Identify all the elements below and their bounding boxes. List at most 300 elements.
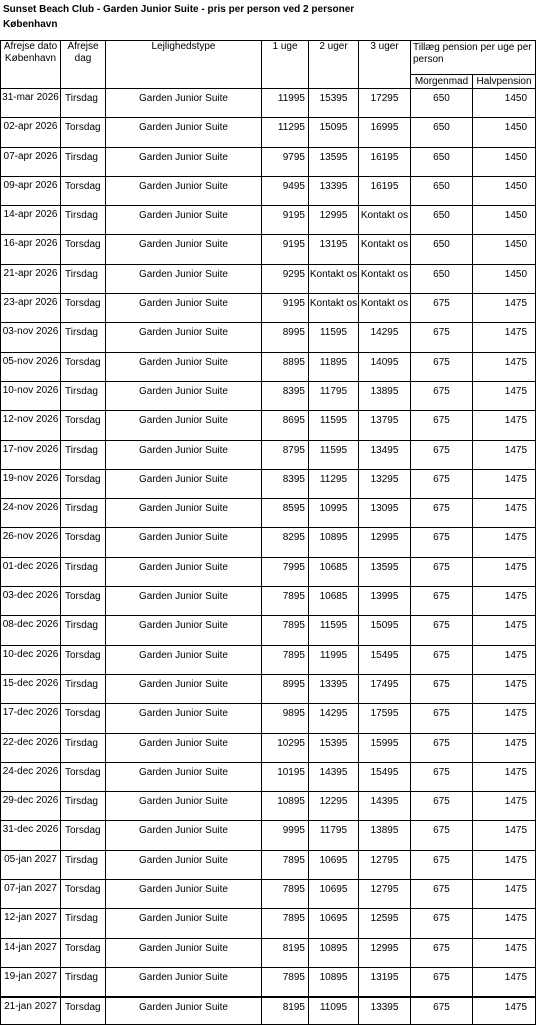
- cell-2-weeks: 11095: [309, 997, 359, 1025]
- cell-type: Garden Junior Suite: [106, 997, 262, 1025]
- table-row: [1, 89, 536, 118]
- cell-day: Tirsdag: [61, 850, 106, 879]
- cell-date: 29-dec 2026: [1, 792, 61, 821]
- cell-date: 05-nov 2026: [1, 352, 61, 381]
- cell-halfboard: 1475: [473, 674, 536, 703]
- cell-day: Tirsdag: [61, 792, 106, 821]
- cell-2-weeks: 11895: [309, 352, 359, 381]
- cell-breakfast: 650: [411, 176, 473, 205]
- cell-date: 19-jan 2027: [1, 967, 61, 996]
- cell-date: 05-jan 2027: [1, 850, 61, 879]
- cell-halfboard: 1475: [473, 352, 536, 381]
- cell-date: 24-nov 2026: [1, 499, 61, 528]
- cell-2-weeks: 13395: [309, 674, 359, 703]
- cell-3-weeks: 12995: [359, 938, 411, 967]
- cell-1-week: 10295: [262, 733, 309, 762]
- cell-breakfast: 675: [411, 645, 473, 674]
- cell-type: Garden Junior Suite: [106, 206, 262, 235]
- header-3-weeks: 3 uger: [359, 41, 411, 89]
- cell-day: Tirsdag: [61, 440, 106, 469]
- cell-breakfast: 675: [411, 381, 473, 410]
- table-row: [1, 733, 536, 762]
- cell-halfboard: 1475: [473, 792, 536, 821]
- cell-type: Garden Junior Suite: [106, 440, 262, 469]
- cell-day: Torsdag: [61, 176, 106, 205]
- cell-2-weeks: 15395: [309, 89, 359, 118]
- page-title: [3, 2, 354, 32]
- cell-day: Torsdag: [61, 997, 106, 1025]
- cell-day: Torsdag: [61, 821, 106, 850]
- cell-3-weeks: 15995: [359, 733, 411, 762]
- table-row: [1, 381, 536, 410]
- cell-3-weeks: 13195: [359, 967, 411, 996]
- cell-day: Tirsdag: [61, 206, 106, 235]
- cell-day: Torsdag: [61, 235, 106, 264]
- cell-1-week: 9995: [262, 821, 309, 850]
- table-row: [1, 352, 536, 381]
- cell-date: 17-dec 2026: [1, 704, 61, 733]
- table-row: [1, 997, 536, 1025]
- cell-type: Garden Junior Suite: [106, 352, 262, 381]
- header-halfboard: Halvpension: [473, 75, 536, 89]
- cell-breakfast: 675: [411, 792, 473, 821]
- cell-3-weeks: 13095: [359, 499, 411, 528]
- cell-breakfast: 675: [411, 557, 473, 586]
- cell-halfboard: 1475: [473, 411, 536, 440]
- table-row: [1, 880, 536, 909]
- cell-1-week: 7895: [262, 850, 309, 879]
- title-line-2: København: [3, 19, 58, 30]
- cell-halfboard: 1475: [473, 381, 536, 410]
- cell-type: Garden Junior Suite: [106, 147, 262, 176]
- cell-breakfast: 650: [411, 118, 473, 147]
- header-pension: Tillæg pension per uge per person: [411, 41, 536, 75]
- cell-breakfast: 650: [411, 235, 473, 264]
- cell-1-week: 7895: [262, 645, 309, 674]
- cell-date: 03-dec 2026: [1, 587, 61, 616]
- cell-date: 19-nov 2026: [1, 469, 61, 498]
- cell-day: Torsdag: [61, 587, 106, 616]
- cell-type: Garden Junior Suite: [106, 821, 262, 850]
- cell-halfboard: 1475: [473, 762, 536, 791]
- cell-1-week: 8995: [262, 674, 309, 703]
- header-date: Afrejse dato København: [1, 41, 61, 89]
- cell-2-weeks: 11595: [309, 440, 359, 469]
- cell-2-weeks: 10695: [309, 909, 359, 938]
- cell-day: Torsdag: [61, 762, 106, 791]
- cell-3-weeks: 13895: [359, 821, 411, 850]
- cell-2-weeks: 11795: [309, 821, 359, 850]
- cell-halfboard: 1475: [473, 733, 536, 762]
- cell-3-weeks: 17495: [359, 674, 411, 703]
- cell-breakfast: 675: [411, 762, 473, 791]
- cell-breakfast: 675: [411, 411, 473, 440]
- cell-day: Tirsdag: [61, 967, 106, 996]
- cell-type: Garden Junior Suite: [106, 557, 262, 586]
- cell-3-weeks: 14395: [359, 792, 411, 821]
- cell-1-week: 11295: [262, 118, 309, 147]
- cell-date: 02-apr 2026: [1, 118, 61, 147]
- cell-3-weeks: Kontakt os: [359, 264, 411, 293]
- cell-halfboard: 1475: [473, 323, 536, 352]
- cell-type: Garden Junior Suite: [106, 792, 262, 821]
- cell-day: Torsdag: [61, 528, 106, 557]
- table-row: [1, 294, 536, 323]
- table-row: [1, 704, 536, 733]
- cell-1-week: 8195: [262, 997, 309, 1025]
- table-row: [1, 909, 536, 938]
- cell-breakfast: 650: [411, 264, 473, 293]
- cell-3-weeks: 12795: [359, 850, 411, 879]
- cell-3-weeks: 13895: [359, 381, 411, 410]
- header-type: Lejlighedstype: [106, 41, 262, 89]
- table-row: [1, 645, 536, 674]
- cell-date: 09-apr 2026: [1, 176, 61, 205]
- cell-day: Torsdag: [61, 645, 106, 674]
- cell-date: 07-jan 2027: [1, 880, 61, 909]
- cell-2-weeks: 10895: [309, 528, 359, 557]
- cell-day: Tirsdag: [61, 323, 106, 352]
- cell-halfboard: 1475: [473, 557, 536, 586]
- cell-2-weeks: 12995: [309, 206, 359, 235]
- cell-date: 14-jan 2027: [1, 938, 61, 967]
- cell-breakfast: 675: [411, 323, 473, 352]
- cell-type: Garden Junior Suite: [106, 645, 262, 674]
- cell-3-weeks: 16195: [359, 176, 411, 205]
- cell-halfboard: 1475: [473, 440, 536, 469]
- cell-1-week: 8995: [262, 323, 309, 352]
- cell-halfboard: 1475: [473, 880, 536, 909]
- header-breakfast: Morgenmad: [411, 75, 473, 89]
- cell-type: Garden Junior Suite: [106, 967, 262, 996]
- cell-2-weeks: 13395: [309, 176, 359, 205]
- cell-3-weeks: 16195: [359, 147, 411, 176]
- cell-type: Garden Junior Suite: [106, 938, 262, 967]
- cell-1-week: 8595: [262, 499, 309, 528]
- cell-1-week: 7995: [262, 557, 309, 586]
- cell-2-weeks: Kontakt os: [309, 294, 359, 323]
- cell-date: 01-dec 2026: [1, 557, 61, 586]
- table-row: [1, 411, 536, 440]
- cell-1-week: 8795: [262, 440, 309, 469]
- cell-1-week: 8895: [262, 352, 309, 381]
- header-1-week: 1 uge: [262, 41, 309, 89]
- cell-date: 07-apr 2026: [1, 147, 61, 176]
- cell-date: 12-jan 2027: [1, 909, 61, 938]
- cell-type: Garden Junior Suite: [106, 381, 262, 410]
- cell-type: Garden Junior Suite: [106, 674, 262, 703]
- cell-type: Garden Junior Suite: [106, 909, 262, 938]
- cell-1-week: 9795: [262, 147, 309, 176]
- cell-3-weeks: Kontakt os: [359, 235, 411, 264]
- cell-day: Tirsdag: [61, 264, 106, 293]
- table-row: [1, 469, 536, 498]
- cell-halfboard: 1475: [473, 821, 536, 850]
- cell-3-weeks: 14295: [359, 323, 411, 352]
- cell-day: Torsdag: [61, 938, 106, 967]
- cell-type: Garden Junior Suite: [106, 176, 262, 205]
- cell-day: Tirsdag: [61, 89, 106, 118]
- cell-date: 10-nov 2026: [1, 381, 61, 410]
- cell-2-weeks: 11595: [309, 616, 359, 645]
- cell-breakfast: 675: [411, 938, 473, 967]
- cell-2-weeks: 10695: [309, 850, 359, 879]
- table-row: [1, 792, 536, 821]
- cell-2-weeks: 12295: [309, 792, 359, 821]
- cell-2-weeks: 10685: [309, 587, 359, 616]
- cell-halfboard: 1450: [473, 264, 536, 293]
- cell-3-weeks: 15495: [359, 645, 411, 674]
- cell-3-weeks: 16995: [359, 118, 411, 147]
- cell-1-week: 7895: [262, 616, 309, 645]
- cell-1-week: 11995: [262, 89, 309, 118]
- table-row: [1, 528, 536, 557]
- cell-2-weeks: 14295: [309, 704, 359, 733]
- cell-date: 24-dec 2026: [1, 762, 61, 791]
- cell-3-weeks: 17295: [359, 89, 411, 118]
- table-row: [1, 440, 536, 469]
- cell-halfboard: 1475: [473, 499, 536, 528]
- cell-day: Torsdag: [61, 352, 106, 381]
- cell-date: 21-jan 2027: [1, 997, 61, 1025]
- table-row: [1, 235, 536, 264]
- cell-breakfast: 675: [411, 440, 473, 469]
- cell-halfboard: 1475: [473, 909, 536, 938]
- cell-breakfast: 675: [411, 880, 473, 909]
- cell-date: 22-dec 2026: [1, 733, 61, 762]
- cell-1-week: 7895: [262, 967, 309, 996]
- cell-halfboard: 1475: [473, 938, 536, 967]
- cell-2-weeks: 11995: [309, 645, 359, 674]
- cell-2-weeks: 11295: [309, 469, 359, 498]
- cell-day: Torsdag: [61, 704, 106, 733]
- cell-1-week: 9895: [262, 704, 309, 733]
- cell-date: 08-dec 2026: [1, 616, 61, 645]
- cell-day: Torsdag: [61, 411, 106, 440]
- cell-1-week: 9295: [262, 264, 309, 293]
- cell-3-weeks: 15095: [359, 616, 411, 645]
- cell-breakfast: 650: [411, 206, 473, 235]
- table-row: [1, 176, 536, 205]
- cell-date: 21-apr 2026: [1, 264, 61, 293]
- cell-1-week: 9195: [262, 235, 309, 264]
- cell-date: 15-dec 2026: [1, 674, 61, 703]
- cell-halfboard: 1450: [473, 235, 536, 264]
- cell-day: Tirsdag: [61, 616, 106, 645]
- cell-1-week: 9195: [262, 206, 309, 235]
- cell-type: Garden Junior Suite: [106, 499, 262, 528]
- cell-breakfast: 675: [411, 850, 473, 879]
- table-row: [1, 206, 536, 235]
- cell-date: 31-dec 2026: [1, 821, 61, 850]
- cell-type: Garden Junior Suite: [106, 294, 262, 323]
- title-line-1: Sunset Beach Club - Garden Junior Suite - pris per person ved 2 personer: [3, 4, 355, 15]
- cell-day: Torsdag: [61, 880, 106, 909]
- cell-breakfast: 675: [411, 294, 473, 323]
- cell-2-weeks: 10995: [309, 499, 359, 528]
- cell-3-weeks: Kontakt os: [359, 294, 411, 323]
- cell-breakfast: 675: [411, 733, 473, 762]
- cell-day: Tirsdag: [61, 557, 106, 586]
- cell-breakfast: 675: [411, 469, 473, 498]
- cell-breakfast: 675: [411, 704, 473, 733]
- table-row: [1, 821, 536, 850]
- cell-date: 17-nov 2026: [1, 440, 61, 469]
- cell-3-weeks: 15495: [359, 762, 411, 791]
- cell-2-weeks: 11595: [309, 323, 359, 352]
- cell-1-week: 8395: [262, 381, 309, 410]
- table-row: [1, 323, 536, 352]
- cell-breakfast: 675: [411, 616, 473, 645]
- cell-3-weeks: Kontakt os: [359, 206, 411, 235]
- cell-breakfast: 675: [411, 674, 473, 703]
- cell-breakfast: 675: [411, 821, 473, 850]
- cell-type: Garden Junior Suite: [106, 118, 262, 147]
- cell-halfboard: 1475: [473, 587, 536, 616]
- cell-2-weeks: 10895: [309, 967, 359, 996]
- cell-halfboard: 1475: [473, 704, 536, 733]
- cell-2-weeks: 15095: [309, 118, 359, 147]
- cell-type: Garden Junior Suite: [106, 733, 262, 762]
- cell-2-weeks: 13195: [309, 235, 359, 264]
- cell-type: Garden Junior Suite: [106, 323, 262, 352]
- table-row: [1, 264, 536, 293]
- table-row: [1, 938, 536, 967]
- cell-type: Garden Junior Suite: [106, 469, 262, 498]
- cell-2-weeks: Kontakt os: [309, 264, 359, 293]
- table-row: [1, 118, 536, 147]
- cell-day: Torsdag: [61, 118, 106, 147]
- cell-date: 14-apr 2026: [1, 206, 61, 235]
- cell-2-weeks: 14395: [309, 762, 359, 791]
- cell-2-weeks: 11795: [309, 381, 359, 410]
- cell-halfboard: 1475: [473, 850, 536, 879]
- cell-date: 10-dec 2026: [1, 645, 61, 674]
- cell-date: 31-mar 2026: [1, 89, 61, 118]
- cell-3-weeks: 13595: [359, 557, 411, 586]
- cell-breakfast: 675: [411, 967, 473, 996]
- cell-1-week: 8295: [262, 528, 309, 557]
- cell-1-week: 7895: [262, 587, 309, 616]
- cell-halfboard: 1450: [473, 206, 536, 235]
- table-row: [1, 499, 536, 528]
- cell-3-weeks: 13495: [359, 440, 411, 469]
- table-row: [1, 557, 536, 586]
- cell-1-week: 7895: [262, 880, 309, 909]
- cell-date: 23-apr 2026: [1, 294, 61, 323]
- cell-breakfast: 675: [411, 499, 473, 528]
- cell-1-week: 8195: [262, 938, 309, 967]
- cell-type: Garden Junior Suite: [106, 704, 262, 733]
- cell-1-week: 10895: [262, 792, 309, 821]
- header-day: Afrejse dag: [61, 41, 106, 89]
- cell-day: Tirsdag: [61, 147, 106, 176]
- cell-3-weeks: 17595: [359, 704, 411, 733]
- cell-date: 03-nov 2026: [1, 323, 61, 352]
- cell-type: Garden Junior Suite: [106, 89, 262, 118]
- cell-3-weeks: 13295: [359, 469, 411, 498]
- cell-1-week: 7895: [262, 909, 309, 938]
- cell-type: Garden Junior Suite: [106, 587, 262, 616]
- cell-3-weeks: 12595: [359, 909, 411, 938]
- cell-3-weeks: 12995: [359, 528, 411, 557]
- cell-halfboard: 1475: [473, 997, 536, 1025]
- cell-3-weeks: 13795: [359, 411, 411, 440]
- price-table: [0, 40, 536, 1025]
- cell-halfboard: 1450: [473, 118, 536, 147]
- cell-1-week: 8395: [262, 469, 309, 498]
- cell-halfboard: 1475: [473, 294, 536, 323]
- cell-2-weeks: 10695: [309, 880, 359, 909]
- cell-2-weeks: 11595: [309, 411, 359, 440]
- cell-type: Garden Junior Suite: [106, 235, 262, 264]
- cell-3-weeks: 14095: [359, 352, 411, 381]
- cell-date: 12-nov 2026: [1, 411, 61, 440]
- cell-type: Garden Junior Suite: [106, 264, 262, 293]
- cell-1-week: 8695: [262, 411, 309, 440]
- table-row: [1, 147, 536, 176]
- cell-day: Tirsdag: [61, 381, 106, 410]
- cell-day: Tirsdag: [61, 499, 106, 528]
- cell-day: Tirsdag: [61, 909, 106, 938]
- cell-type: Garden Junior Suite: [106, 850, 262, 879]
- cell-1-week: 9495: [262, 176, 309, 205]
- cell-1-week: 9195: [262, 294, 309, 323]
- cell-day: Tirsdag: [61, 733, 106, 762]
- cell-date: 16-apr 2026: [1, 235, 61, 264]
- cell-2-weeks: 13595: [309, 147, 359, 176]
- header-row: [1, 41, 536, 75]
- cell-halfboard: 1475: [473, 967, 536, 996]
- cell-type: Garden Junior Suite: [106, 880, 262, 909]
- cell-type: Garden Junior Suite: [106, 528, 262, 557]
- cell-3-weeks: 13995: [359, 587, 411, 616]
- table-row: [1, 674, 536, 703]
- table-body: [1, 89, 536, 1025]
- cell-halfboard: 1475: [473, 645, 536, 674]
- table-row: [1, 616, 536, 645]
- cell-breakfast: 675: [411, 528, 473, 557]
- cell-day: Torsdag: [61, 294, 106, 323]
- cell-type: Garden Junior Suite: [106, 762, 262, 791]
- cell-breakfast: 675: [411, 909, 473, 938]
- cell-halfboard: 1475: [473, 616, 536, 645]
- cell-breakfast: 675: [411, 997, 473, 1025]
- cell-type: Garden Junior Suite: [106, 616, 262, 645]
- cell-2-weeks: 15395: [309, 733, 359, 762]
- cell-day: Torsdag: [61, 469, 106, 498]
- cell-halfboard: 1450: [473, 176, 536, 205]
- cell-2-weeks: 10895: [309, 938, 359, 967]
- cell-halfboard: 1450: [473, 89, 536, 118]
- cell-breakfast: 650: [411, 147, 473, 176]
- table-row: [1, 850, 536, 879]
- cell-halfboard: 1450: [473, 147, 536, 176]
- cell-type: Garden Junior Suite: [106, 411, 262, 440]
- cell-breakfast: 675: [411, 587, 473, 616]
- cell-halfboard: 1475: [473, 469, 536, 498]
- cell-date: 26-nov 2026: [1, 528, 61, 557]
- cell-day: Tirsdag: [61, 674, 106, 703]
- cell-3-weeks: 12795: [359, 880, 411, 909]
- header-2-weeks: 2 uger: [309, 41, 359, 89]
- cell-3-weeks: 13395: [359, 997, 411, 1025]
- table-row: [1, 587, 536, 616]
- cell-breakfast: 675: [411, 352, 473, 381]
- table-row: [1, 762, 536, 791]
- cell-breakfast: 650: [411, 89, 473, 118]
- cell-1-week: 10195: [262, 762, 309, 791]
